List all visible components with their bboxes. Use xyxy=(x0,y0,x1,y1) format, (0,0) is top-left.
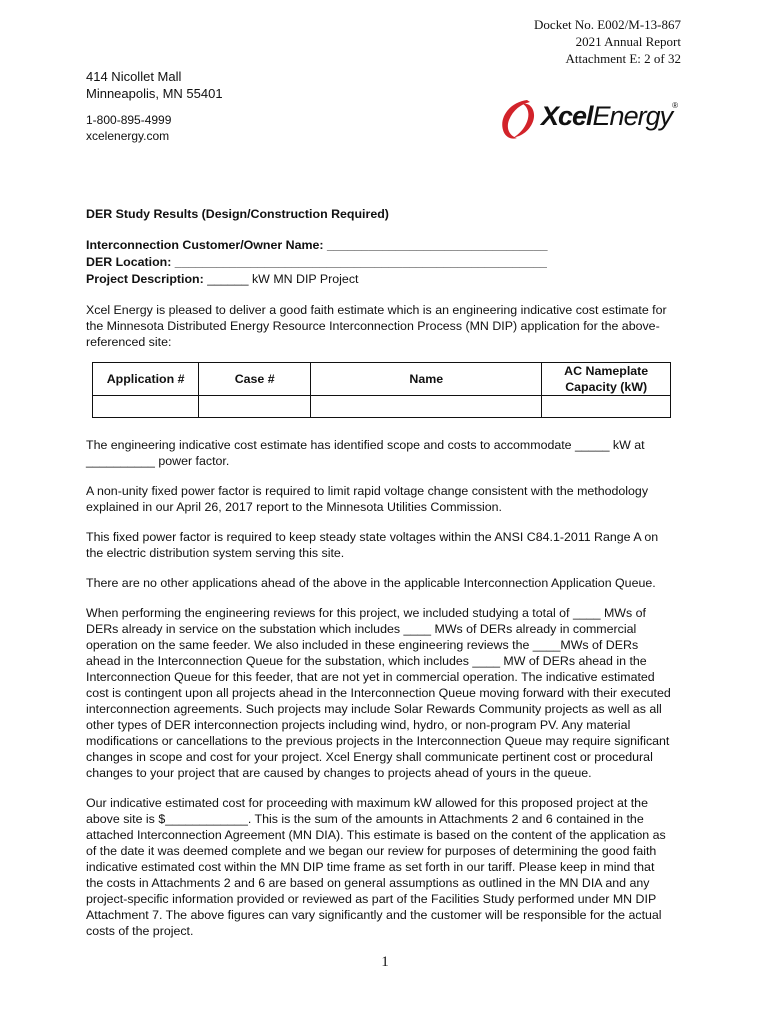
customer-name-field: Interconnection Customer/Owner Name: ________________________________ xyxy=(86,238,548,252)
xcel-energy-logo xyxy=(497,96,702,142)
table-row xyxy=(93,396,671,418)
docket-header xyxy=(534,16,681,67)
cell-case xyxy=(199,396,311,418)
project-description-field xyxy=(86,271,671,288)
website: xcelenergy.com xyxy=(86,129,170,143)
page-number: 1 xyxy=(381,954,389,970)
header-name: Name xyxy=(311,363,542,396)
intro-paragraph: Xcel Energy is pleased to deliver a good faith estimate which is an engineering indicative cost estimate for the Minnesota Distributed Energy Resource Interconnection Process (MN DIP) application for the above-referenced site: xyxy=(86,303,667,349)
xcel-swoosh-icon xyxy=(497,96,539,142)
paragraph-power-factor: A non-unity fixed power factor is required to limit rapid voltage change consistent with the methodology explained in our April 26, 2017 report to the Minnesota Utilities Commission. xyxy=(86,484,649,514)
der-location-field: DER Location: ______________________________________________________ xyxy=(86,255,547,269)
cell-capacity xyxy=(542,396,671,418)
report-year: 2021 Annual Report xyxy=(575,34,681,49)
city-state-zip: Minneapolis, MN 55401 xyxy=(86,86,223,101)
document-title: DER Study Results (Design/Construction Required) xyxy=(86,207,389,221)
header-capacity: AC Nameplate Capacity (kW) xyxy=(542,363,671,396)
project-description-label: Project Description: xyxy=(86,272,204,286)
project-fields xyxy=(86,237,671,288)
registered-mark: ® xyxy=(672,101,678,110)
paragraph-voltage: This fixed power factor is required to keep steady state voltages within the ANSI C84.1-2011 Range A on the electric distribution system serving this site. xyxy=(86,530,659,560)
paragraph-estimated-cost: Our indicative estimated cost for proceeding with maximum kW allowed for this proposed project at the above site is $____________. This is the sum of the amounts in Attachments 2 and 6 contained in the attached Interconnection Agreement (MN DIA). This estimate is based on the content of the application as of the date it was deemed complete and we began our review for purposes of determining the good faith indicative estimated cost within the MN DIP time frame as set forth in our tariff. Please keep in mind that the costs in Attachments 2 and 6 are based on general assumptions as outlined in the MN DIA and any project-specific information provided or reviewed as part of the Facilities Study performed under MN DIP Attachment 7. The above figures can vary significantly and the customer will be responsible for the actual costs of the project. xyxy=(86,796,666,938)
application-table xyxy=(92,362,671,418)
cell-name xyxy=(311,396,542,418)
paragraph-queue: There are no other applications ahead of the above in the applicable Interconnection Application Queue. xyxy=(86,576,656,590)
document-body xyxy=(86,206,671,939)
table-header-row xyxy=(93,363,671,396)
street-address: 414 Nicollet Mall xyxy=(86,69,182,84)
logo-brand-light: Energy xyxy=(592,101,673,131)
attachment-page: Attachment E: 2 of 32 xyxy=(565,51,681,66)
header-case: Case # xyxy=(199,363,311,396)
paragraph-capacity: The engineering indicative cost estimate has identified scope and costs to accommodate _____ kW at __________ power factor. xyxy=(86,438,645,468)
docket-number: Docket No. E002/M-13-867 xyxy=(534,17,681,32)
phone-number: 1-800-895-4999 xyxy=(86,113,172,127)
cell-application xyxy=(93,396,199,418)
header-application: Application # xyxy=(93,363,199,396)
paragraph-engineering-review: When performing the engineering reviews for this project, we included studying a total of ____ MWs of DERs already in service on the substation which includes ____ MWs of DERs already in commercial operation on the same feeder. We also included in these engineering reviews the ____MWs of DERs ahead in the Interconnection Queue for the substation, which includes ____ MW of DERs ahead in the Interconnection Queue for this feeder, that are not yet in commercial operation. The indicative estimated cost is contingent upon all projects ahead in the Interconnection Queue moving forward with their executed interconnection agreements. Such projects may include Solar Rewards Community projects as well as all other types of DER interconnection projects including wind, hydro, or non-program PV. Any material modifications or cancellations to the previous projects in the Interconnection Queue may require significant changes in scope and cost for your project. Xcel Energy shall communicate pertinent cost or procedural changes to your project that are caused by changes to projects ahead of yours in the queue. xyxy=(86,606,671,780)
logo-brand-bold: Xcel xyxy=(541,101,593,131)
company-address xyxy=(86,68,223,144)
project-description-value: ______ kW MN DIP Project xyxy=(203,272,359,286)
